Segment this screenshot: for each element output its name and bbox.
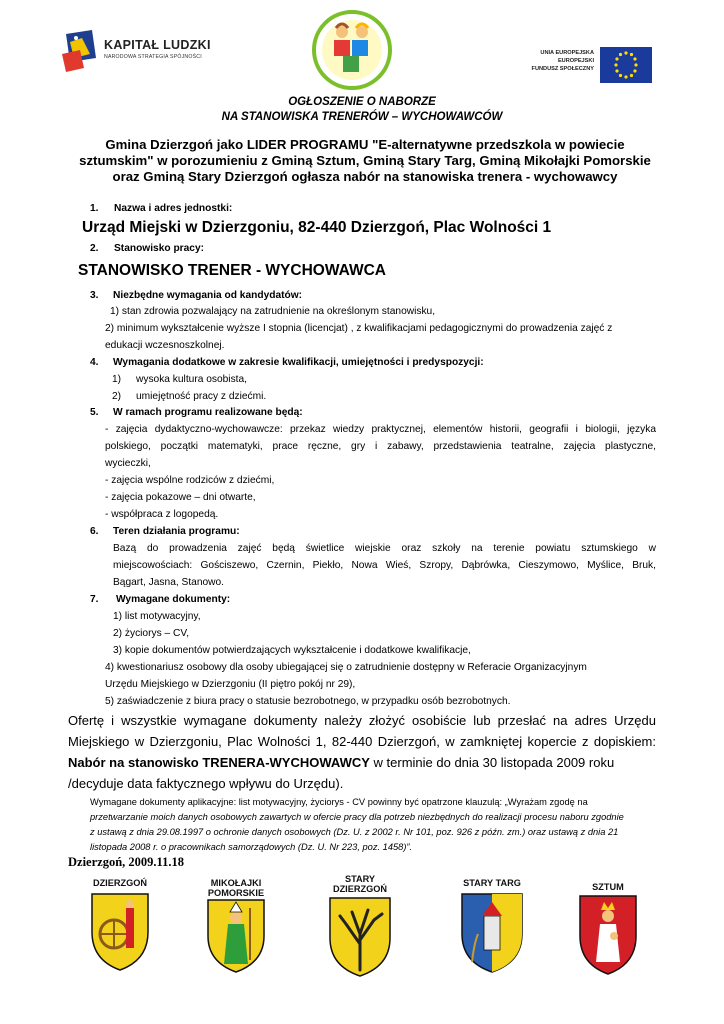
mikolajki-coat-of-arms-icon [196, 898, 276, 976]
section-3-line-3: edukacji wczesnoszkolnej. [105, 340, 225, 351]
section-5-label: W ramach programu realizowane będą: [113, 407, 303, 418]
section-5-line-6: - współpraca z logopedą. [105, 509, 219, 520]
crest-sztum [568, 882, 648, 983]
section-7-line-2: 2) życiorys – CV, [113, 628, 190, 639]
section-3-number: 3. [90, 290, 99, 301]
section-7-line-6: 5) zaświadczenie z biura pracy o statusie bezrobotnego, w przypadku osób bezrobotnych. [105, 696, 511, 707]
section-5-line-2: polskiego, początki matematyki, prace ręczne, gry i zabawy, przedstawienia teatralne, zajęcia plastyczne, [105, 441, 656, 452]
place-date: Dzierzgoń, 2009.11.18 [68, 855, 184, 869]
section-6-number: 6. [90, 526, 99, 537]
section-7-line-3: 3) kopie dokumentów potwierdzających wykształcenie i dodatkowe kwalifikacje, [113, 645, 471, 656]
crest-dzierzgon-name: DZIERZGOŃ [92, 878, 148, 888]
crest-mikolajki-name-2: POMORSKIE [207, 888, 265, 898]
section-5-line-5: - zajęcia pokazowe – dni otwarte, [105, 492, 256, 503]
section-3-line-1: 1) stan zdrowia pozwalający na zatrudnienie na określonym stanowisku, [110, 306, 436, 317]
section-4-item-2-number: 2) [112, 391, 122, 402]
intro-line-1: Gmina Dzierzgoń jako LIDER PROGRAMU "E-alternatywne przedszkola w powiecie [105, 137, 625, 152]
offer-line-3-rest: w terminie do dnia 30 listopada 2009 roku [369, 755, 615, 770]
crest-mikolajki-pomorskie [196, 878, 276, 981]
kapital-ludzki-logo [62, 28, 222, 72]
crest-stary-dzierzgon [320, 874, 400, 983]
section-3-label: Niezbędne wymagania od kandydatów: [113, 290, 303, 301]
section-5-line-1: - zajęcia dydaktyczno-wychowawcze: przekaz wiedzy praktycznej, elementów historii, geografii i biologii, języka [105, 424, 656, 435]
stary-targ-coat-of-arms-icon [444, 888, 540, 974]
section-7-line-5: Urzędu Miejskiego w Dzierzgoniu (II piętro pokój nr 29), [105, 679, 356, 690]
section-5-number: 5. [90, 407, 99, 418]
kapital-ludzki-subtitle: NARODOWA STRATEGIA SPÓJNOŚCI [104, 54, 202, 60]
section-2-number: 2. [90, 243, 99, 254]
offer-line-1: Ofertę i wszystkie wymagane dokumenty należy złożyć osobiście lub przesłać na adres Urzędu [68, 713, 656, 728]
offer-line-3 [68, 755, 614, 770]
section-4-label: Wymagania dodatkowe w zakresie kwalifikacji, umiejętności i predyspozycji: [113, 357, 484, 368]
crest-sztum-name: SZTUM [592, 882, 624, 892]
offer-line-2: Miejskiego w Dzierzgoniu, Plac Wolności 1, 82-440 Dzierzgoń, w zamkniętej kopercie z dopiskiem: [68, 734, 656, 749]
section-1-value: Urząd Miejski w Dzierzgoniu, 82-440 Dzierzgoń, Plac Wolności 1 [82, 219, 552, 236]
section-4-item-1-number: 1) [112, 374, 122, 385]
section-6-line-2: miejscowościach: Gościszewo, Czernin, Piekło, Nowa Wieś, Szropy, Dąbrówka, Cieszymowo, Myślice, Bruk, [113, 560, 656, 571]
section-2-value: STANOWISKO TRENER - WYCHOWAWCA [78, 262, 386, 279]
section-4-item-2: umiejętność pracy z dziećmi. [136, 391, 267, 402]
crest-mikolajki-name-1: MIKOŁAJKI [210, 878, 262, 888]
eu-line-3: FUNDUSZ SPOŁECZNY [531, 66, 594, 73]
announcement-title-line-2: NA STANOWISKA TRENERÓW – WYCHOWAWCÓW [221, 111, 503, 123]
offer-line-3-bold: Nabór na stanowisko TRENERA-WYCHOWAWCY [68, 755, 370, 770]
dzierzgon-coat-of-arms-icon [80, 888, 160, 974]
eu-text [514, 49, 594, 74]
section-7-line-4: 4) kwestionariusz osobowy dla osoby ubiegającej się o zatrudnienie dostępny w Referacie Organizacyjnym [105, 662, 587, 673]
clause-line-1: Wymagane dokumenty aplikacyjne: list motywacyjny, życiorys - CV powinny być opatrzone klauzulą: „Wyrażam zgodę na [90, 797, 588, 807]
crest-stary-targ [444, 878, 540, 979]
section-1-number: 1. [90, 203, 99, 214]
section-3-line-2: 2) minimum wykształcenie wyższe I stopnia (licencjat) , z kwalifikacjami pedagogicznymi do prowadzenia zajęć z [105, 323, 613, 334]
clause-line-3: z ustawą z dnia 29.08.1997 o ochronie danych osobowych (Dz. U. z 2002 r. Nr 101, poz. 926 z późn. zm.) oraz ustawą z dnia 21 [90, 827, 619, 837]
announcement-title-line-1: OGŁOSZENIE O NABORZE [288, 96, 436, 108]
section-4-number: 4. [90, 357, 99, 368]
eu-logo [514, 47, 654, 83]
crest-stary-dzierzgon-name-2: DZIERZGOŃ [332, 884, 388, 894]
section-7-number: 7. [90, 594, 99, 605]
eu-line-2: EUROPEJSKI [557, 58, 594, 65]
stary-dzierzgon-coat-of-arms-icon [320, 894, 400, 978]
clause-line-4: listopada 2008 r. o pracownikach samorządowych (Dz. U. Nr 223, poz. 1458)”. [90, 842, 413, 852]
sztum-coat-of-arms-icon [568, 892, 648, 978]
section-5-line-4: - zajęcia wspólne rodziców z dziećmi, [105, 475, 275, 486]
section-2-label: Stanowisko pracy: [114, 243, 205, 254]
program-logo [312, 10, 392, 90]
crest-stary-targ-name: STARY TARG [463, 878, 521, 888]
section-5-line-3: wycieczki, [105, 458, 151, 469]
section-7-label: Wymagane dokumenty: [116, 594, 231, 605]
section-4-item-1: wysoka kultura osobista, [136, 374, 247, 385]
eu-flag-icon [600, 47, 652, 83]
crest-dzierzgon [80, 878, 160, 979]
eu-line-1: UNIA EUROPEJSKA [540, 50, 594, 56]
intro-line-2: sztumskim" w porozumieniu z Gminą Sztum, Gminą Stary Targ, Gminą Mikołajki Pomorskie [79, 153, 651, 168]
clause-line-2: przetwarzanie moich danych osobowych zawartych w ofercie pracy dla potrzeb niezbędnych do realizacji procesu naboru zgodnie [90, 812, 624, 822]
kapital-ludzki-title: KAPITAŁ LUDZKI [104, 38, 211, 52]
intro-paragraph [60, 137, 670, 185]
kapital-ludzki-emblem-icon [62, 28, 102, 72]
section-7-line-1: 1) list motywacyjny, [113, 611, 201, 622]
crest-stary-dzierzgon-name-1: STARY [344, 874, 376, 884]
intro-line-3: oraz Gminą Stary Dzierzgoń ogłasza nabór na stanowiska trenera - wychowawcy [112, 169, 618, 184]
section-6-label: Teren działania programu: [113, 526, 240, 537]
section-1-label: Nazwa i adres jednostki: [114, 203, 233, 214]
section-6-line-3: Bągart, Jasna, Stanowo. [113, 577, 224, 588]
offer-line-4: /decyduje data faktycznego wpływu do Urzędu). [68, 776, 344, 791]
section-6-line-1: Bazą do prowadzenia zajęć będą świetlice wiejskie oraz szkoły na terenie powiatu sztumskiego w [113, 543, 656, 554]
